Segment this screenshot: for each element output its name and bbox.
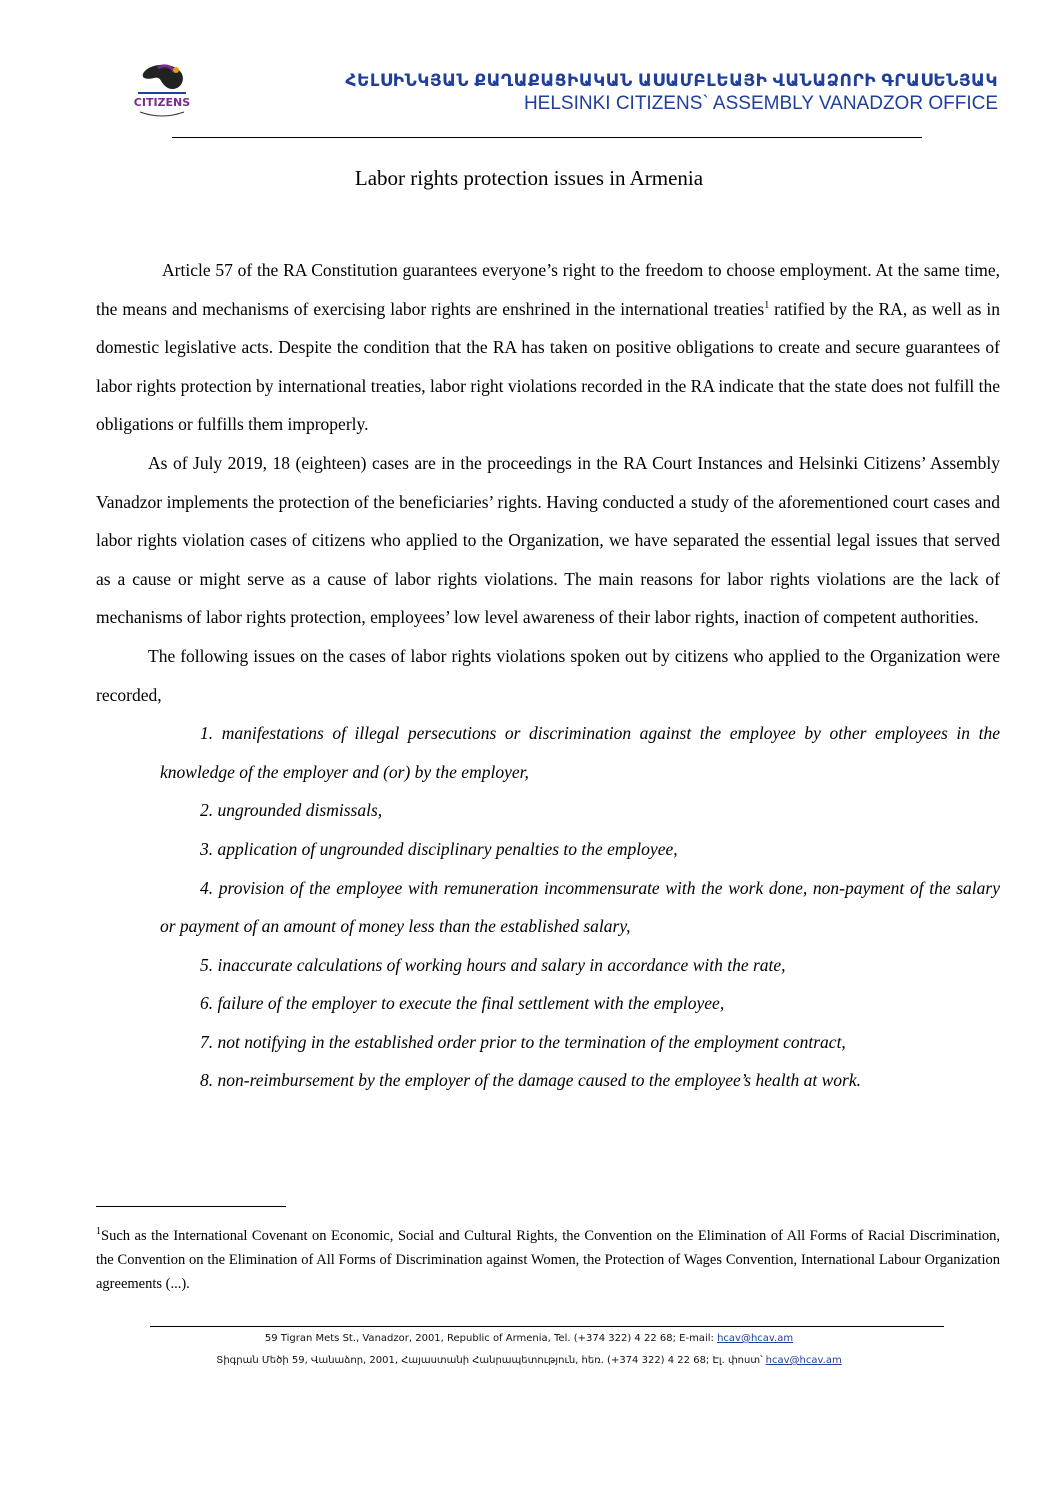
issues-list <box>96 714 1000 1100</box>
footer-address-english: 59 Tigran Mets St., Vanadzor, 2001, Republic of Armenia, Tel. (+374 322) 4 22 68; E-mail: hcav@hcav.am <box>264 1333 794 1344</box>
paragraph-3: The following issues on the cases of labor rights violations spoken out by citizens who applied to the Organization were recorded, <box>96 645 1000 705</box>
logo-text: CITIZENS <box>133 96 191 109</box>
email-link[interactable]: hcav@hcav.am <box>765 1355 842 1366</box>
paragraph-2: As of July 2019, 18 (eighteen) cases are in the proceedings in the RA Court Instances and Helsinki Citizens’ Assembly Vanadzor implements the protection of the beneficiaries’ rights. Having conducted a study of the aforementioned court cases and labor rights violation cases of citizens who applied to the Organization, we have separated the essential legal issues that served as a cause or might serve as a cause of labor rights violations. The main reasons for labor rights violations are the lack of mechanisms of labor rights protection, employees’ low level awareness of their labor rights, inaction of competent authorities. <box>96 452 1000 628</box>
footnote <box>96 1224 1000 1296</box>
org-name-english: HELSINKI CITIZENS` ASSEMBLY VANADZOR OFFICE <box>523 93 998 114</box>
organization-header <box>345 70 998 116</box>
footnote-divider <box>96 1206 286 1207</box>
list-item: 3. application of ungrounded disciplinary penalties to the employee, <box>200 838 678 859</box>
list-item: 7. not notifying in the established order prior to the termination of the employment contract, <box>200 1031 846 1052</box>
org-name-armenian: ՀԵԼՍԻՆԿՅԱՆ ՔԱՂԱՔԱՑԻԱԿԱՆ ԱՍԱՄԲԼԵԱՅԻ ՎԱՆԱՁՈՐԻ ԳՐԱՍԵՆՅԱԿ <box>345 71 998 90</box>
list-item: 5. inaccurate calculations of working hours and salary in accordance with the rate, <box>200 954 786 975</box>
document-title: Labor rights protection issues in Armenia <box>354 166 704 190</box>
document-body <box>96 251 1000 1100</box>
footnote-text: Such as the International Covenant on Economic, Social and Cultural Rights, the Convention on the Elimination of All Forms of Racial Discrimination, the Convention on the Elimination of All Forms of Discrimination against Women, the Protection of Wages Convention, International Labour Organization agreements (...). <box>96 1228 1000 1292</box>
footnote-mark: 1 <box>96 1226 101 1238</box>
list-item: 6. failure of the employer to execute the final settlement with the employee, <box>200 993 725 1014</box>
email-link[interactable]: hcav@hcav.am <box>717 1333 794 1344</box>
list-item: 1. manifestations of illegal persecutions or discrimination against the employee by other employees in the knowledge of the employer and (or) by the employer, <box>160 723 1000 782</box>
list-item: 4. provision of the employee with remuneration incommensurate with the work done, non-payment of the salary or payment of an amount of money less than the established salary, <box>160 877 1000 937</box>
footer-address-armenian: Տիգրան Մեծի 59, Վանաձոր, 2001, Հայաստանի Հանրապետություն, հեռ. (+374 322) 4 22 68; Էլ. փոստ՝ hcav@hcav.am <box>216 1355 842 1366</box>
footnote-reference[interactable]: 1 <box>764 299 770 311</box>
paragraph-1: Article 57 of the RA Constitution guarantees everyone’s right to the freedom to choose employment. At the same time, the means and mechanisms of exercising labor rights are enshrined in the international treaties$^1$ ratified by the RA, as well as in domestic legislative acts. Despite the condition that the RA has taken on positive obligations to create and secure guarantees of labor rights protection by international treaties, labor right violations recorded in the RA indicate that the state does not fulfill the obligations or fulfills them improperly. <box>96 260 1000 435</box>
list-item: 2. ungrounded dismissals, <box>200 800 383 821</box>
header-divider <box>172 137 922 138</box>
footer-divider <box>150 1326 944 1327</box>
list-item: 8. non-reimbursement by the employer of the damage caused to the employee’s health at work. <box>200 1070 861 1091</box>
organization-logo <box>132 62 192 120</box>
